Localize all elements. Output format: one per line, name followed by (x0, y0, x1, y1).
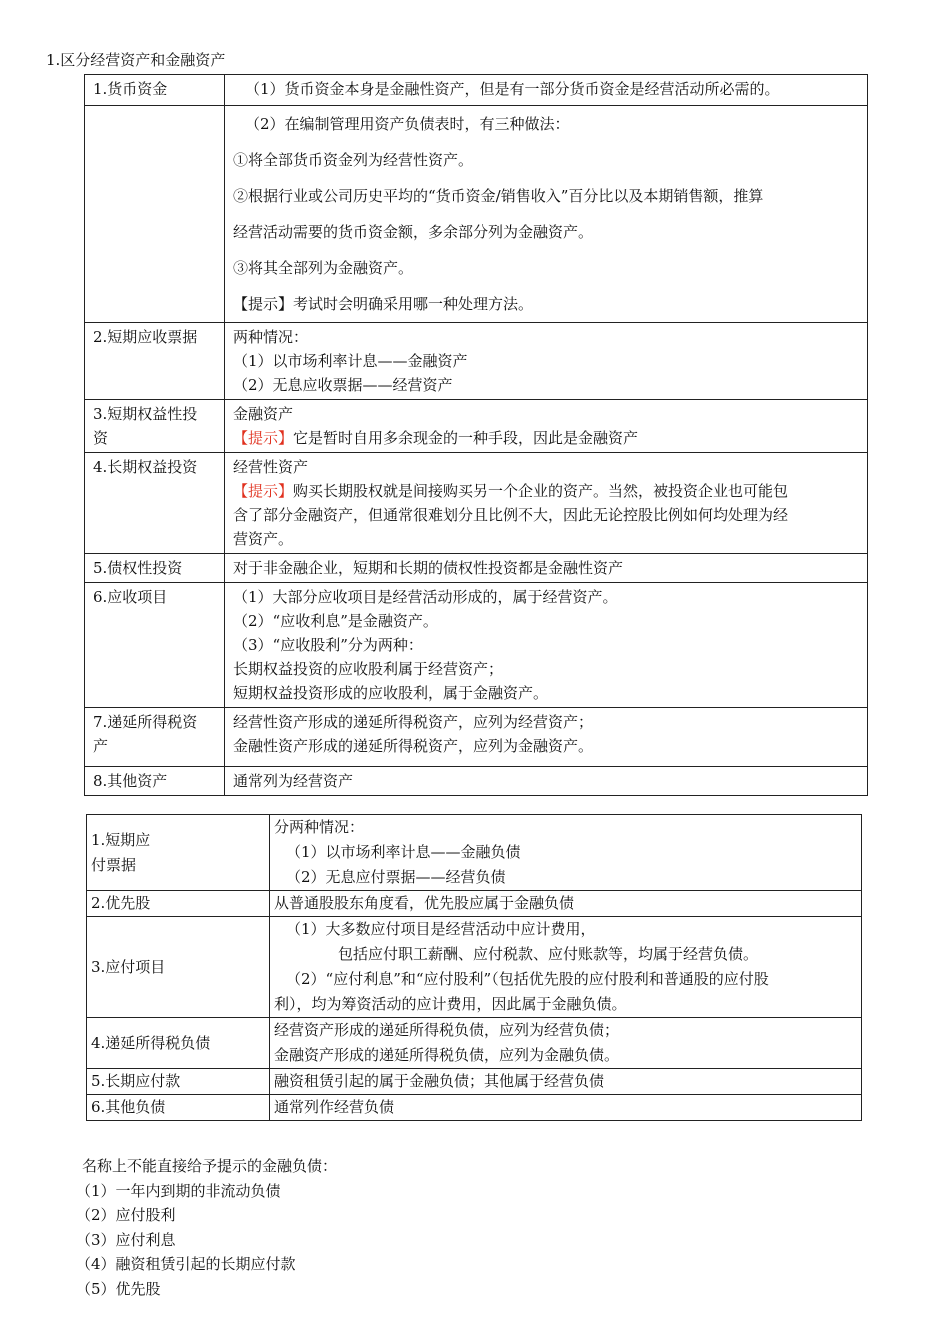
hint-text: 它是暂时自用多余现金的一种手段，因此是金融资产 (293, 429, 639, 447)
hint-text: 购买长期股权就是间接购买另一个企业的资产。当然，被投资企业也可能包 (293, 482, 789, 500)
table-row (85, 75, 868, 106)
row-key: 3.短期权益性投 资 (85, 400, 225, 453)
row-content (225, 767, 868, 796)
row-key: 1.短期应 付票据 (87, 815, 270, 891)
table-row (87, 917, 862, 1018)
table-row (85, 554, 868, 583)
text-line: 金融资产形成的递延所得税负债，应列为金融负债。 (274, 1046, 620, 1064)
row-key: 2.短期应收票据 (85, 323, 225, 400)
hint-tag: 【提示】 (233, 295, 294, 313)
text-line: ③将其全部列为金融资产。 (233, 259, 414, 277)
table-row (87, 1069, 862, 1095)
text-line: ①将全部货币资金列为经营性资产。 (233, 151, 474, 169)
text-line: 通常列为经营资产 (233, 772, 354, 790)
table-row (85, 708, 868, 767)
table-row (85, 767, 868, 796)
text-line: （1）大多数应付项目是经营活动中应计费用， (286, 920, 596, 938)
list-item: （5）优先股 (76, 1279, 161, 1298)
table-row (87, 1018, 862, 1069)
row-content (225, 106, 868, 323)
row-content (225, 400, 868, 453)
page-title: 1.区分经营资产和金融资产 (46, 51, 226, 69)
hint-text: 考试时会明确采用哪一种处理方法。 (293, 295, 534, 313)
text-line: 包括应付职工薪酬、应付税款、应付账款等，均属于经营负债。 (338, 945, 759, 963)
text-line: 短期权益投资形成的应收股利，属于金融资产。 (233, 684, 549, 702)
row-key: 6.应收项目 (85, 583, 225, 708)
table-row (85, 323, 868, 400)
row-content (270, 1095, 862, 1121)
list-item: （3）应付利息 (76, 1230, 176, 1249)
row-content (225, 453, 868, 554)
text-line: 分两种情况： (274, 818, 365, 836)
text-line: 营资产。 (233, 530, 294, 548)
text-line: 融资租赁引起的属于金融负债；其他属于经营负债 (274, 1072, 605, 1090)
table-row (87, 891, 862, 917)
row-key: 8.其他资产 (85, 767, 225, 796)
text-line: （2）在编制管理用资产负债表时，有三种做法： (245, 115, 570, 133)
hint-tag: 【提示】 (233, 429, 294, 447)
text-line: （1）货币资金本身是金融性资产，但是有一部分货币资金是经营活动所必需的。 (245, 80, 780, 98)
hint-line (233, 286, 861, 322)
row-key: 7.递延所得税资 产 (85, 708, 225, 767)
hint-tag: 【提示】 (233, 482, 294, 500)
row-key: 4.递延所得税负债 (87, 1018, 270, 1069)
text-line: （3）“应收股利”分为两种： (233, 636, 423, 654)
row-content (225, 554, 868, 583)
row-content (225, 583, 868, 708)
liabilities-classification-table (86, 814, 862, 1121)
text-line: 两种情况： (233, 328, 309, 346)
text-line: 含了部分金融资产，但通常很难划分且比例不大，因此无论控股比例如何均处理为经 (233, 506, 789, 524)
text-line: （1）以市场利率计息——金融负债 (286, 843, 521, 861)
row-content (270, 917, 862, 1018)
row-key: 1.货币资金 (85, 75, 225, 106)
text-line: （1）以市场利率计息——金融资产 (233, 352, 468, 370)
table-row (87, 1095, 862, 1121)
text-line: （2）无息应收票据——经营资产 (233, 376, 453, 394)
financial-liabilities-note (76, 1154, 337, 1302)
table-row (87, 815, 862, 891)
text-line: 通常列作经营负债 (274, 1098, 395, 1116)
text-line: 经营性资产 (233, 458, 309, 476)
table-row (85, 453, 868, 554)
text-line: 长期权益投资的应收股利属于经营资产； (233, 660, 504, 678)
list-item: （1）一年内到期的非流动负债 (76, 1181, 281, 1200)
row-content (270, 815, 862, 891)
row-content (270, 1069, 862, 1095)
hint-line (233, 426, 861, 450)
table-row (85, 106, 868, 323)
table-row (85, 583, 868, 708)
row-content (270, 1018, 862, 1069)
text-line: （2）“应付利息”和“应付股利”（包括优先股的应付股利和普通股的应付股 (286, 970, 769, 988)
text-line: ②根据行业或公司历史平均的“货币资金/销售收入”百分比以及本期销售额，推算 (233, 187, 764, 205)
table-row (85, 400, 868, 453)
text-line: 经营性资产形成的递延所得税资产，应列为经营资产； (233, 713, 594, 731)
row-key: 2.优先股 (87, 891, 270, 917)
row-key: 6.其他负债 (87, 1095, 270, 1121)
row-content (270, 891, 862, 917)
row-key: 3.应付项目 (87, 917, 270, 1018)
row-key: 5.债权性投资 (85, 554, 225, 583)
text-line: 经营活动需要的货币资金额，多余部分列为金融资产。 (233, 223, 594, 241)
list-item: （4）融资租赁引起的长期应付款 (76, 1255, 296, 1274)
row-content (225, 75, 868, 106)
hint-line (233, 479, 861, 503)
list-item: （2）应付股利 (76, 1206, 176, 1225)
assets-classification-table (84, 74, 868, 796)
text-line: （2）“应收利息”是金融资产。 (233, 612, 438, 630)
text-line: 利），均为筹资活动的应计费用，因此属于金融负债。 (274, 995, 627, 1013)
row-key: 5.长期应付款 (87, 1069, 270, 1095)
row-key-empty (85, 106, 225, 323)
row-key: 4.长期权益投资 (85, 453, 225, 554)
text-line: 金融性资产形成的递延所得税资产，应列为金融资产。 (233, 737, 594, 755)
row-content (225, 708, 868, 767)
text-line: 金融资产 (233, 405, 294, 423)
text-line: 从普通股股东角度看，优先股应属于金融负债 (274, 894, 575, 912)
text-line: 对于非金融企业，短期和长期的债权性投资都是金融性资产 (233, 559, 624, 577)
text-line: （1）大部分应收项目是经营活动形成的，属于经营资产。 (233, 588, 618, 606)
row-content (225, 323, 868, 400)
text-line: 经营资产形成的递延所得税负债，应列为经营负债； (274, 1021, 620, 1039)
note-intro: 名称上不能直接给予提示的金融负债： (82, 1157, 338, 1175)
text-line: （2）无息应付票据——经营负债 (286, 868, 506, 886)
